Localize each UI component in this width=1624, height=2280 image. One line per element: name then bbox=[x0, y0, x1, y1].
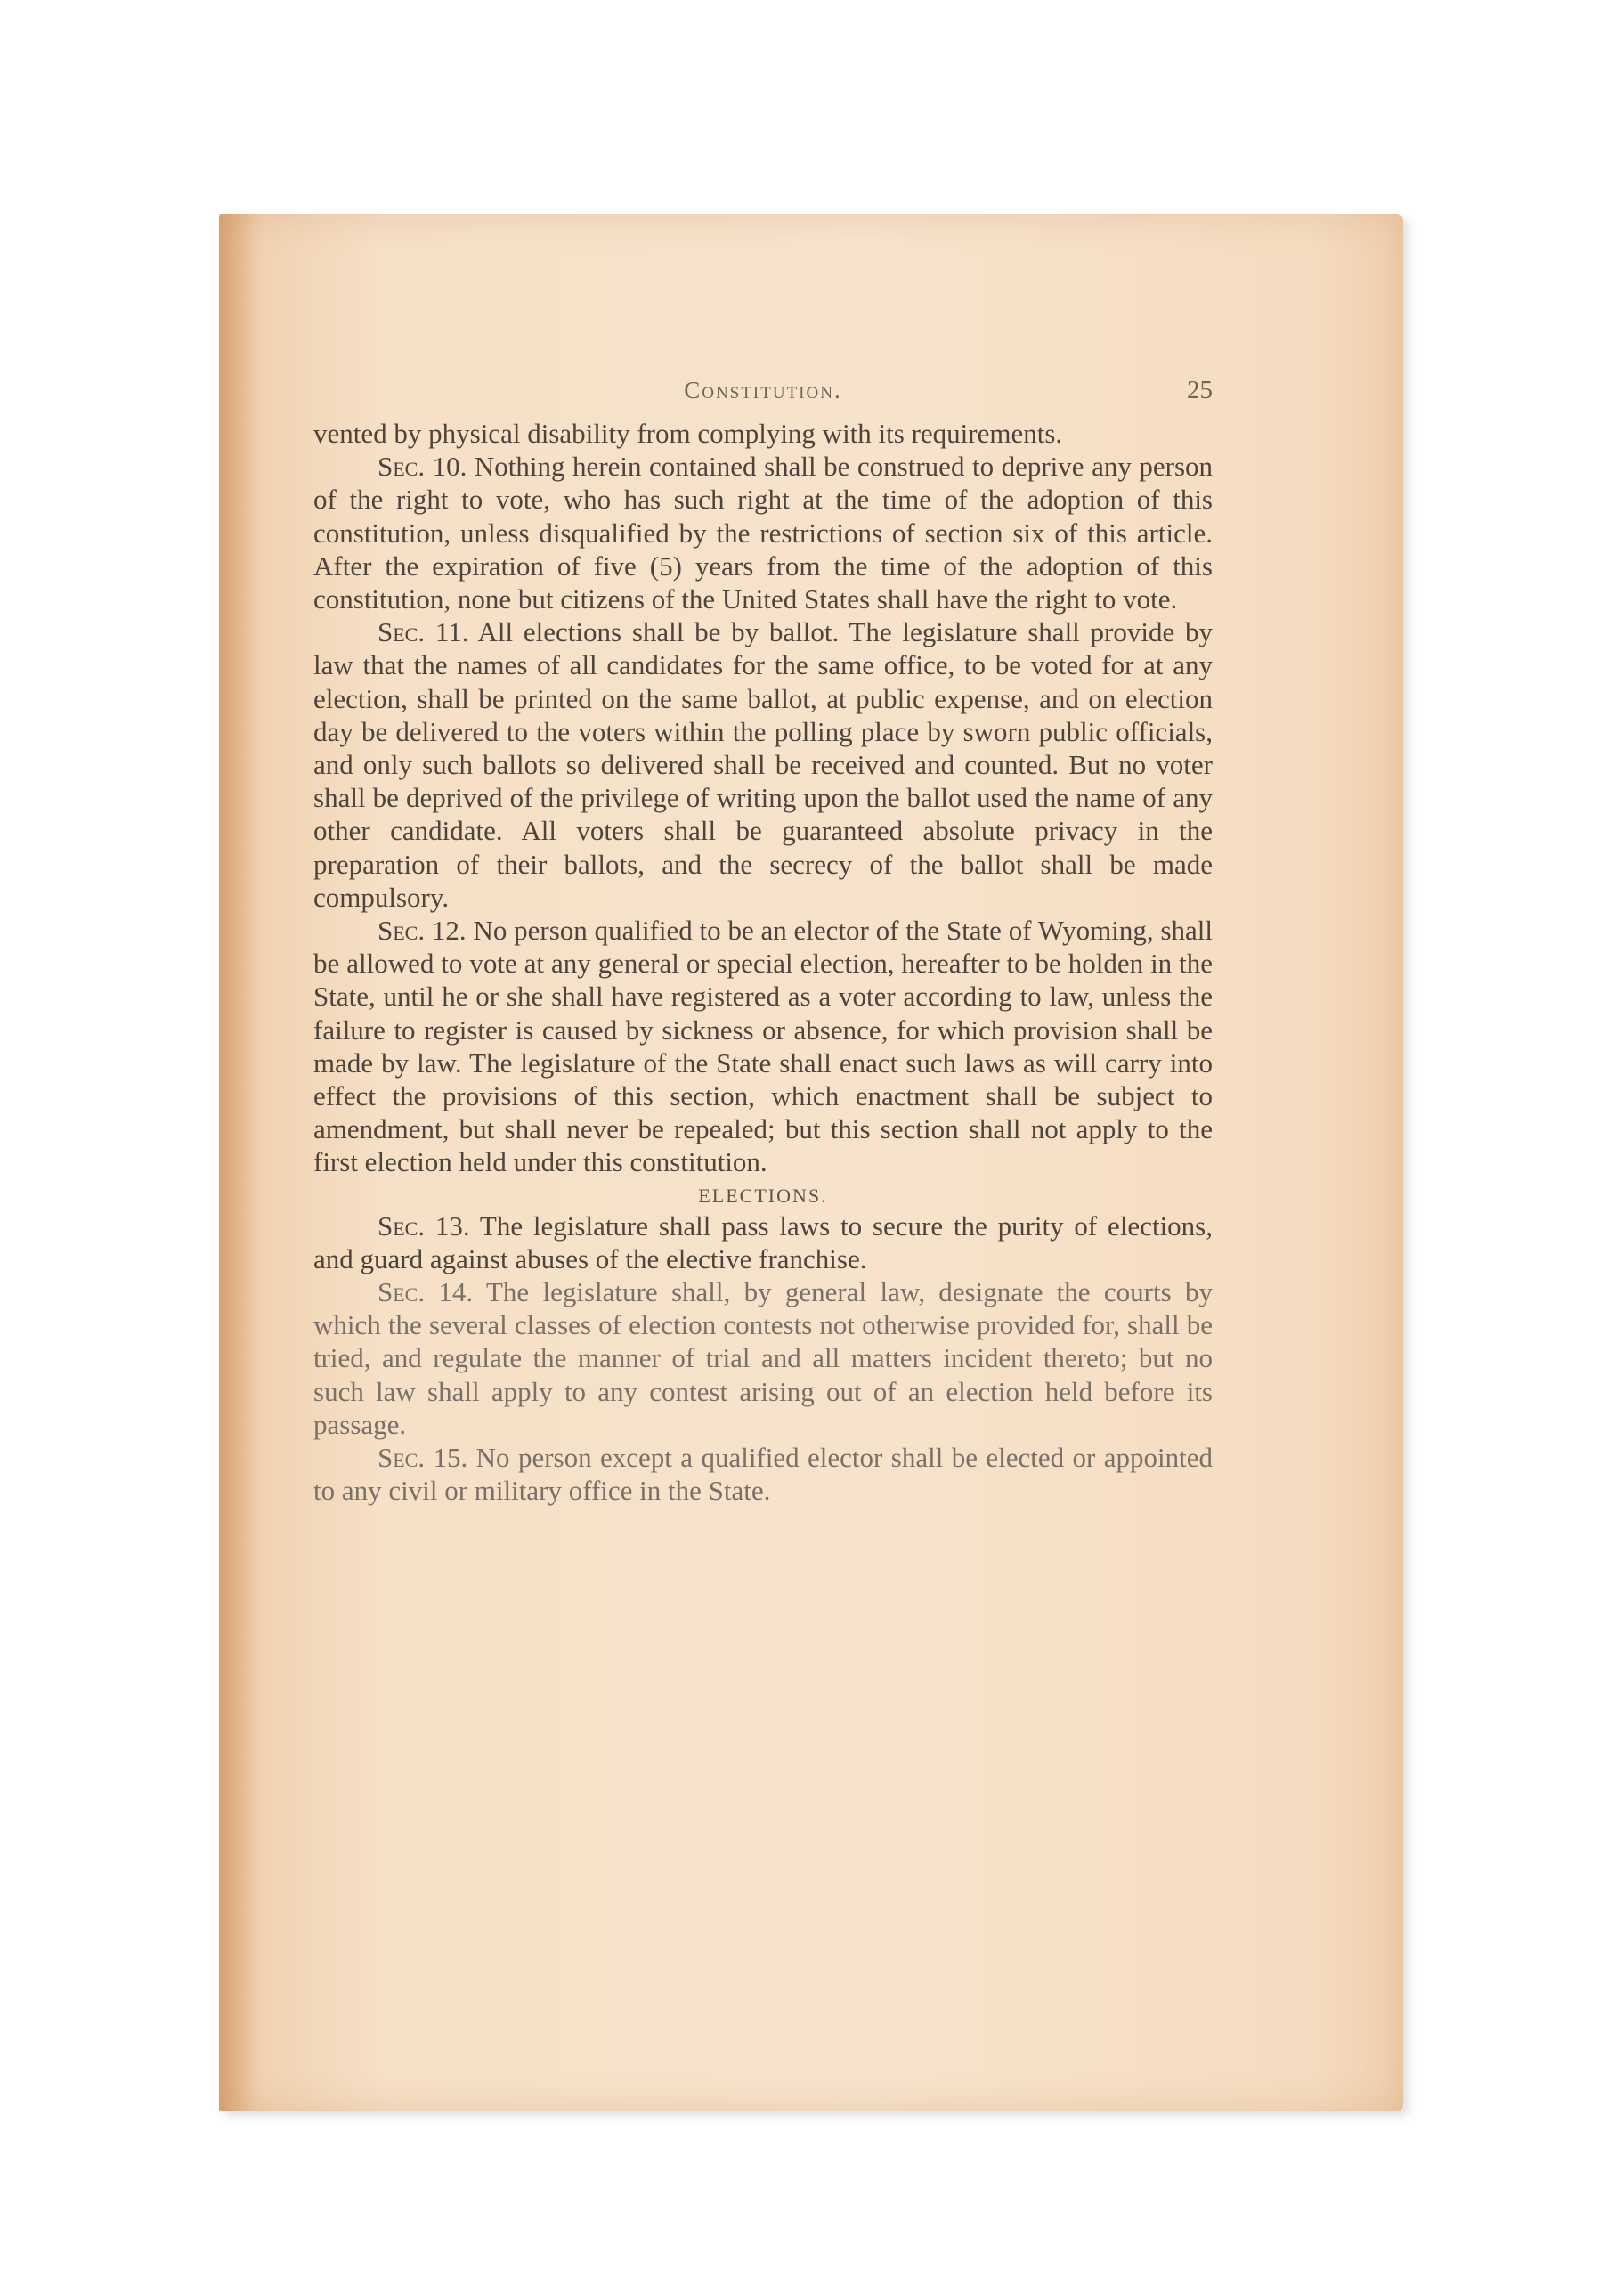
section-11 bbox=[313, 615, 1213, 914]
book-page bbox=[219, 214, 1403, 2111]
section-heading-elections: ELECTIONS. bbox=[698, 1184, 828, 1207]
section-text: No person except a qualified elector shall be elected or appointed to any civil or military office in the State. bbox=[313, 1442, 1213, 1507]
section-15 bbox=[313, 1441, 1213, 1507]
section-number: Sec. 10. bbox=[378, 451, 467, 483]
section-number: Sec. 11. bbox=[378, 616, 469, 648]
section-14 bbox=[313, 1275, 1213, 1441]
running-title: Constitution. bbox=[684, 377, 842, 403]
section-number: Sec. 12. bbox=[378, 915, 467, 947]
section-13 bbox=[313, 1209, 1213, 1275]
section-text: No person qualified to be an elector of the State of Wyoming, shall be allowed to vote at any general or special election, hereafter to be holden in the State, until he or she shall have registered as a voter according to law, unless the failure to register is caused by sickness or absence, for which provision shall be made by law. The legislature of the State shall enact such laws as will carry into effect the provisions of this section, which enactment shall be subject to amendment, but shall never be repealed; but this section shall not apply to the first election held under this constitution. bbox=[313, 915, 1213, 1178]
section-number: Sec. 13. bbox=[378, 1209, 470, 1242]
section-text: Nothing herein contained shall be construed to deprive any person of the right to vote, who has such right at the time of the adoption of this constitution, unless disqualified by the restrictions of section six of this article. After the expiration of five (5) years from the time of the adoption of this constitution, none but citizens of the United States shall have the right to vote. bbox=[313, 451, 1214, 615]
paragraph-text: vented by physical disability from complying with its requirements. bbox=[313, 418, 1063, 449]
page-text bbox=[313, 374, 1213, 1508]
section-number: Sec. 14. bbox=[378, 1276, 474, 1308]
running-head bbox=[313, 374, 1213, 413]
section-12 bbox=[313, 914, 1213, 1179]
paragraph-continuation bbox=[313, 417, 1213, 450]
section-text: All elections shall be by ballot. The legislature shall provide by law that the names of all candidates for the same office, to be voted for at any election, shall be printed on the same ballot, at public expense, and on election day be delivered to the voters within the polling place by sworn public officials, and only such ballots so delivered shall be received and counted. But no voter shall be deprived of the privilege of writing upon the ballot used the name of any other candidate. All voters shall be guaranteed absolute privacy in the preparation of their ballots, and the secrecy of the ballot shall be made compulsory. bbox=[313, 616, 1213, 913]
section-text: The legislature shall, by general law, designate the courts by which the several classes of election contests not otherwise provided for, shall be tried, and regulate the manner of trial and all matters incident thereto; but no such law shall apply to any contest arising out of an election held before its passage. bbox=[313, 1276, 1213, 1440]
section-10 bbox=[313, 450, 1213, 615]
page-number: 25 bbox=[1187, 376, 1213, 404]
section-number: Sec. 15. bbox=[378, 1442, 468, 1474]
section-text: The legislature shall pass laws to secure the purity of elections, and guard against abuses of the elective franchise. bbox=[313, 1209, 1213, 1274]
spine-shadow bbox=[219, 214, 255, 2111]
